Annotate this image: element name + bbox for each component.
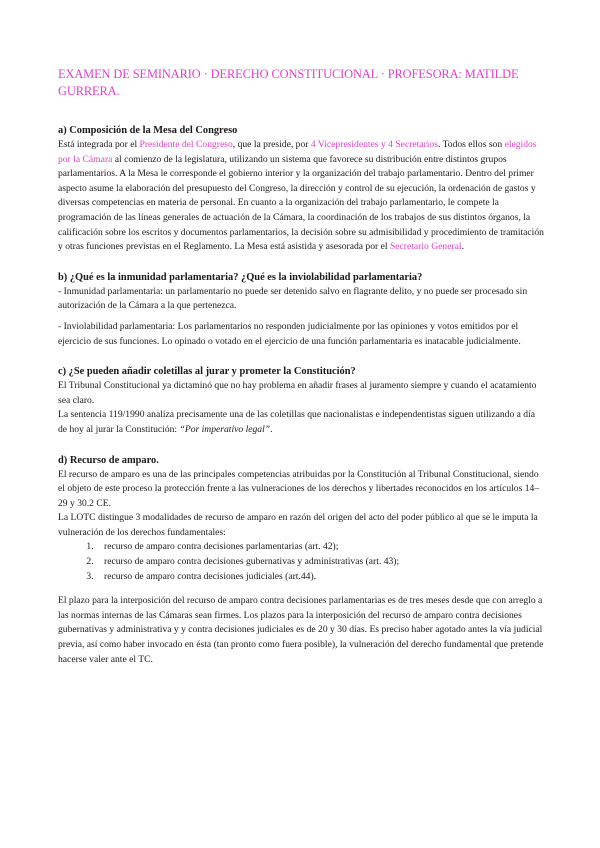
section-a-paragraph (58, 138, 544, 255)
section-b-heading: b) ¿Qué es la inmunidad parlamentaria? ¿Qué es la inviolabilidad parlamentaria? (58, 271, 423, 283)
text-run: . (461, 241, 465, 253)
list-item: 2. recurso de amparo contra decisiones gubernativas y administrativas (art. 43); (96, 555, 544, 570)
section-c-heading: c) ¿Se pueden añadir coletillas al jurar y prometer la Constitución? (58, 366, 356, 378)
list-item: 1. recurso de amparo contra decisiones parlamentarias (art. 42); (96, 540, 544, 555)
text-run: al comienzo de la legislatura, utilizando un sistema que favorece su distribución entre distintos grupos parlamentarios. A la Mesa le corresponde el gobierno interior y la organización del trabajo parlamentario. Dentro del primer aspecto asume la elaboración del presupuesto del Congreso, la dirección y control de su ejecución, la ordenación de gastos y diversas competencias en materia de personal. En cuanto a la organización del trabajo parlamentario, le compete la programación de las líneas generales de actuación de la Cámara, la coordinación de los trabajos de sus distintos órganos, la calificación sobre los escritos y documentos parlamentarios, la decisión sobre su admisibilidad y procedimiento de tramitación y otras funciones previstas en el Reglamento. La Mesa está asistida y asesorada por el (58, 153, 544, 253)
inviolabilidad-paragraph: - Inviolabilidad parlamentaria: Los parlamentarios no responden judicialmente por las opiniones y votos emitidos por el ejercicio de sus funciones. Lo opinado o votado en el ejercicio de una función parlamentaria es inatacable judicialmente. (58, 320, 521, 347)
text-run: . Todos ellos son (437, 139, 505, 150)
text-run: , que la preside, por (232, 139, 311, 150)
list-item: 3. recurso de amparo contra decisiones judiciales (art.44). (96, 570, 544, 585)
quote-por-imperativo-legal: “Por imperativo legal” (179, 423, 271, 435)
highlight-vicepresidentes: 4 Vicepresidentes y 4 Secretarios (310, 139, 438, 150)
section-d-paragraph-1: El recurso de amparo es una de las principales competencias atribuidas por la Constitución al Tribunal Constitucional, siendo el objeto de este proceso la protección frente a las vulneraciones de los derechos y libertades reconocidos en los artículos 14–29 y 30.2 CE. (58, 468, 540, 509)
inmunidad-paragraph: - Inmunidad parlamentaria: un parlamentario no puede ser detenido salvo en flagrante delito, y no puede ser procesado sin autorización de la Cámara a la que pertenezca. (58, 285, 528, 312)
text-run: . (270, 423, 273, 435)
section-d (58, 454, 544, 668)
section-c-paragraph-1: El Tribunal Constitucional ya dictaminó que no hay problema en añadir frases al juramento siempre y cuando el acatamiento sea claro. (58, 380, 537, 406)
section-a (58, 124, 544, 255)
highlight-presidente: Presidente del Congreso (139, 139, 233, 150)
highlight-secretario-general: Secretario General (389, 241, 462, 253)
section-d-paragraph-3: El plazo para la interposición del recurso de amparo contra decisiones parlamentarias es de tres meses desde que con arreglo a las normas internas de las Cámaras sean firmes. Los plazos para la interposición del recurso de amparo contra decisiones gubernativas y administrativa y y contra decisiones judiciales es de 20 y 30 días. Es preciso haber agotado antes la vía judicial previa, así como haber invocado en ésta (tan pronto como fuera posible), la vulneración del derecho fundamental que pretende hacerse valer ante el TC. (58, 595, 544, 665)
amparo-modalities-list (58, 540, 544, 584)
section-c (58, 365, 544, 437)
section-d-paragraph-2: La LOTC distingue 3 modalidades de recurso de amparo en razón del origen del acto del poder público al que se le imputa la vulneración de los derechos fundamentales: (58, 512, 538, 538)
section-d-heading: d) Recurso de amparo. (58, 454, 159, 466)
section-c-paragraph-2 (58, 408, 544, 437)
text-run: Está integrada por el (58, 139, 140, 150)
highlight-elegidos: elegidos por la Cámara (58, 139, 537, 165)
section-a-heading: a) Composición de la Mesa del Congreso (58, 125, 238, 136)
document-title: EXAMEN DE SEMINARIO · DERECHO CONSTITUCIONAL · PROFESORA: MATILDE GURRERA. (58, 67, 519, 98)
text-run: La sentencia 119/1990 analiza precisamente una de las coletillas que nacionalistas e independentistas siguen utilizando a día de hoy al jurar la Constitución: (58, 409, 536, 435)
section-b (58, 271, 544, 349)
